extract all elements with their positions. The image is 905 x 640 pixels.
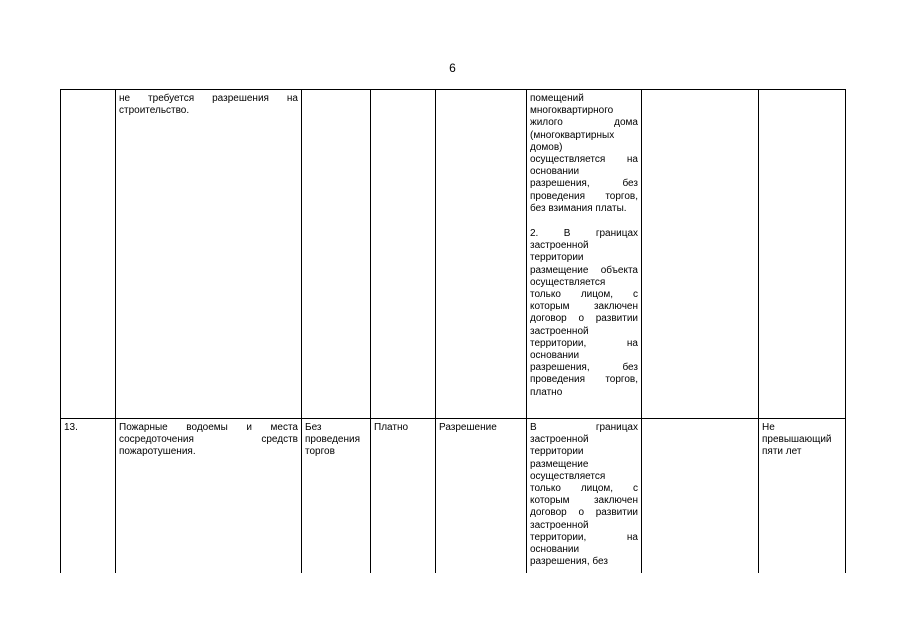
row-number: 13. xyxy=(64,422,78,433)
document-type: Разрешение xyxy=(439,422,497,433)
payment-cell xyxy=(371,419,436,573)
method-cell xyxy=(302,419,371,573)
conditions-paragraph: помещений многоквартирного жилого дома (многоквартирных домов) осуществляется на основании разрешения, без проведения торгов, без взимания платы. xyxy=(530,93,638,214)
term-cell xyxy=(759,419,846,573)
object-name-cell xyxy=(116,419,302,573)
term-cell xyxy=(759,90,846,419)
object-name-cell xyxy=(116,90,302,419)
extra-cell xyxy=(642,90,759,419)
provision-method: Без проведения торгов xyxy=(305,422,360,458)
conditions-cell xyxy=(527,90,642,419)
term-value: Не превышающий пяти лет xyxy=(762,422,832,458)
conditions-paragraph: В границах застроенной территории размещение осуществляется только лицом, с которым заключен договор о развитии застроенной территории, на основании разрешения, без xyxy=(530,422,638,568)
conditions-cell xyxy=(527,419,642,573)
object-name: Пожарные водоемы и места сосредоточения средств пожаротушения. xyxy=(119,422,298,458)
row-number-cell xyxy=(61,90,116,419)
table-row xyxy=(61,419,846,573)
regulation-table xyxy=(60,89,846,573)
extra-cell xyxy=(642,419,759,573)
document-cell xyxy=(436,90,527,419)
table-row xyxy=(61,90,846,419)
page-number: 6 xyxy=(449,61,456,75)
object-name: не требуется разрешения на строительство. xyxy=(119,93,298,117)
row-number-cell xyxy=(61,419,116,573)
payment-cell xyxy=(371,90,436,419)
payment-type: Платно xyxy=(374,422,409,433)
conditions-paragraph: 2. В границах застроенной территории размещение объекта осуществляется только лицом, с которым заключен договор о развитии застроенной территории, на основании разрешения, без проведения торгов, платно xyxy=(530,228,638,398)
method-cell xyxy=(302,90,371,419)
document-cell xyxy=(436,419,527,573)
